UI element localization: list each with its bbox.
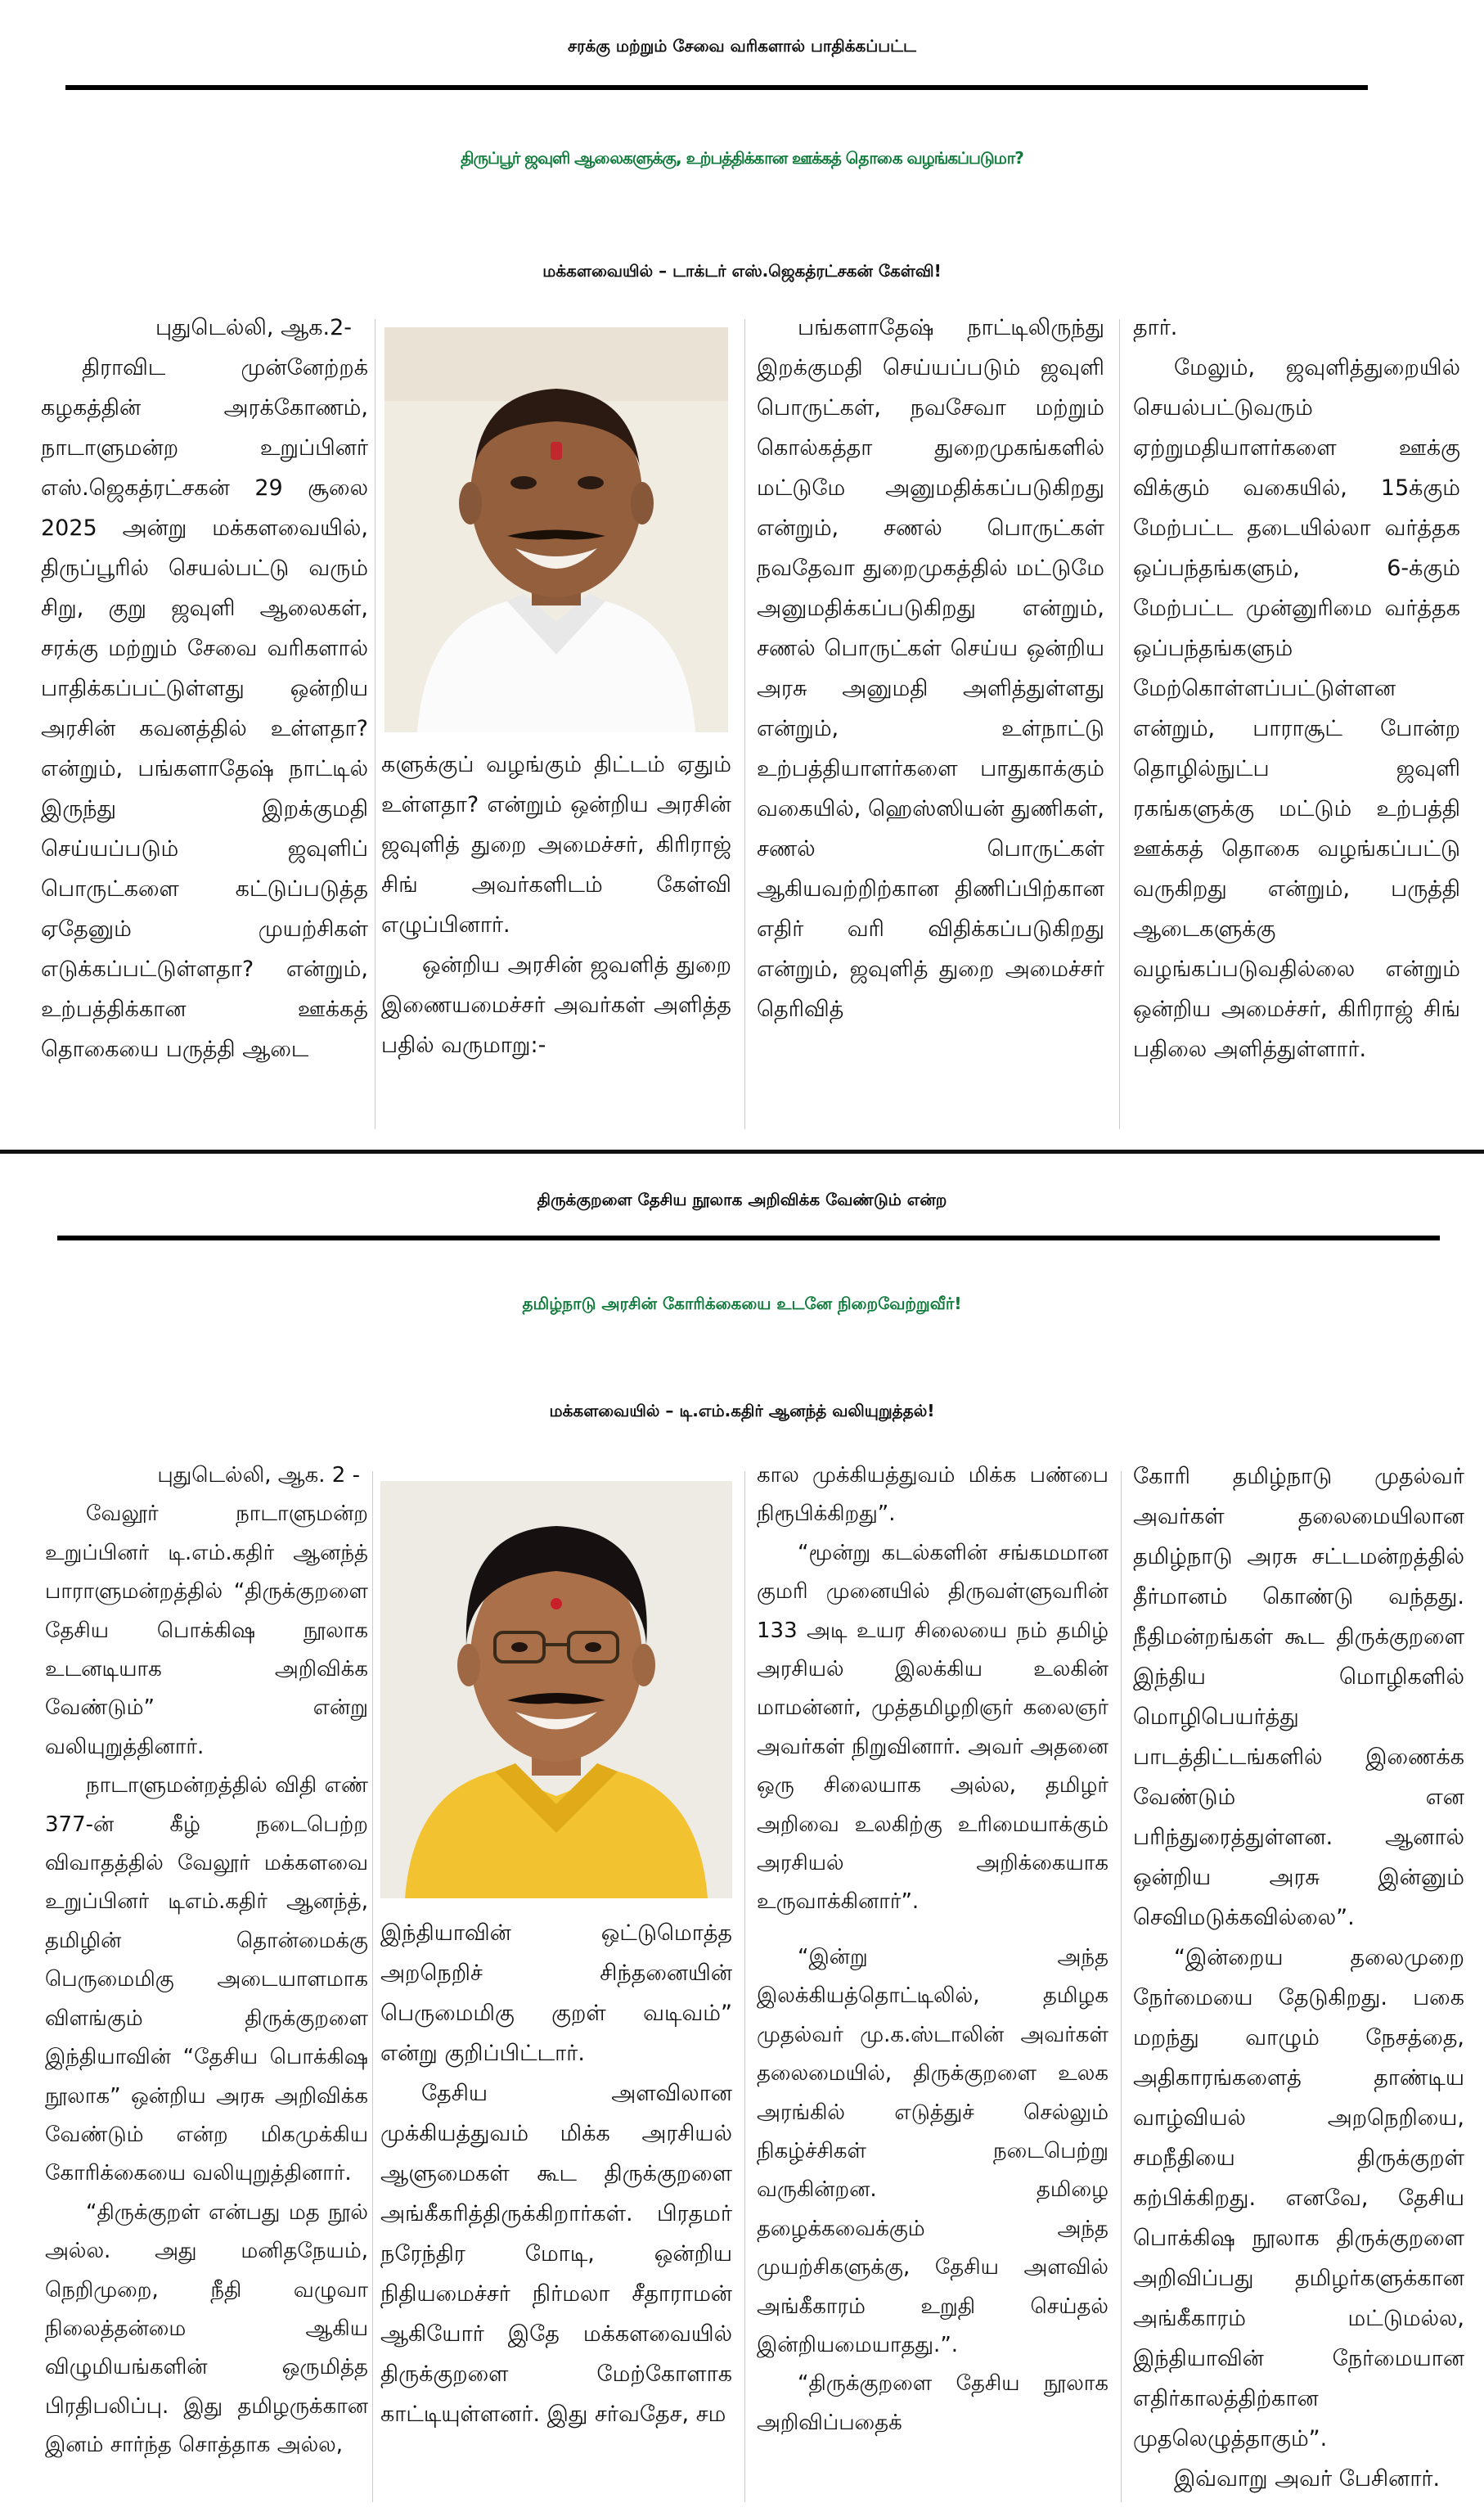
column-4 (1133, 1456, 1464, 2499)
paragraph: இந்தியாவின் ஒட்டுமொத்த அறநெறிச் சிந்தனையின் பெருமைமிகு குறள் வடிவம்” என்று குறிப்பிட்டார். (380, 1920, 732, 2066)
dateline: புதுடெல்லி, ஆக.2- (155, 315, 352, 340)
photo-kathir-anand (380, 1481, 732, 1898)
kicker: சரக்கு மற்றும் சேவை வரிகளால் பாதிக்கப்பட்ட (568, 36, 916, 56)
column-4 (1133, 308, 1460, 1069)
article-thirukkural (0, 1160, 1484, 2512)
paragraph: “திருக்குறள் என்பது மத நூல் அல்ல. அது மனிதநேயம், நெறிமுறை, நீதி வழுவா நிலைத்தன்மை ஆகிய விழுமியங்களின் ஒருமித்த பிரதிபலிப்பு. இது தமிழருக்கான இனம் சார்ந்த சொத்தாக அல்ல, (45, 2199, 368, 2458)
paragraph: தேசிய அளவிலான முக்கியத்துவம் மிக்க அரசியல் ஆளுமைகள் கூட திருக்குறளை அங்கீகரித்திருக்கிறார்கள். பிரதமர் நரேந்திர மோடி, ஒன்றிய நிதியமைச்சர் நிர்மலா சீதாராமன் ஆகியோர் இதே மக்களவையில் திருக்குறளை மேற்கோளாக காட்டியுள்ளனர். இது சர்வதேச, சம (380, 2081, 732, 2427)
kicker-underline (57, 1236, 1440, 1240)
paragraph: மேலும், ஜவுளித்துறையில் செயல்பட்டுவரும் ஏற்றுமதியாளர்களை ஊக்கு விக்கும் வகையில், 15க்கும் மேற்பட்ட தடையில்லா வர்த்தக ஒப்பந்தங்களும், 6-க்கும் மேற்பட்ட முன்னுரிமை வர்த்தக ஒப்பந்தங்களும் மேற்கொள்ளப்பட்டுள்ளன என்றும், பாராசூட் போன்ற தொழில்நுட்ப ஜவுளி ரகங்களுக்கு மட்டும் உற்பத்தி ஊக்கத் தொகை வழங்கப்பட்டு வருகிறது என்றும், பருத்தி ஆடைகளுக்கு வழங்கப்படுவதில்லை என்றும் ஒன்றிய அமைச்சர், கிரிராஜ் சிங் பதிலை அளித்துள்ளார். (1133, 355, 1460, 1062)
headline: திருப்பூர் ஜவுளி ஆலைகளுக்கு, உற்பத்திக்கான ஊக்கத் தொகை வழங்கப்படுமா? (461, 148, 1023, 168)
article-textile (0, 0, 1484, 1146)
column-rule (1119, 319, 1120, 1129)
dateline: புதுடெல்லி, ஆக. 2 - (157, 1463, 360, 1488)
paragraph: “திருக்குறளை தேசிய நூலாக அறிவிப்பதைக் (757, 2371, 1109, 2435)
column-1 (41, 308, 368, 1069)
headline: தமிழ்நாடு அரசின் கோரிக்கையை உடனே நிறைவேற்றுவீர்! (522, 1294, 962, 1313)
kicker: திருக்குறளை தேசிய நூலாக அறிவிக்க வேண்டும் என்ற (537, 1190, 947, 1209)
paragraph: இவ்வாறு அவர் பேசினார். (1174, 2466, 1441, 2492)
subhead: மக்களவையில் – டி.எம்.கதிர் ஆனந்த் வலியுறுத்தல்! (549, 1401, 935, 1420)
kicker-underline (65, 85, 1368, 90)
paragraph: திராவிட முன்னேற்றக் கழகத்தின் அரக்கோணம், நாடாளுமன்ற உறுப்பினர் எஸ்.ஜெகத்ரட்சகன் 29 சூலை 2025 அன்று மக்களவையில், திருப்பூரில் செயல்பட்டு வரும் சிறு, குறு ஜவுளி ஆலைகள், சரக்கு மற்றும் சேவை வரிகளால் பாதிக்கப்பட்டுள்ளது ஒன்றிய அரசின் கவனத்தில் உள்ளதா? என்றும், பங்களாதேஷ் நாட்டில் இருந்து இறக்குமதி செய்யப்படும் ஜவுளிப் பொருட்களை கட்டுப்படுத்த ஏதேனும் முயற்சிகள் எடுக்கப்பட்டுள்ளதா? என்றும், உற்பத்திக்கான ஊக்கத் தொகையை பருத்தி ஆடை (41, 355, 368, 1062)
photo-jagathrakshakan (384, 327, 728, 732)
paragraph: கால முக்கியத்துவம் மிக்க பண்பை நிரூபிக்கிறது”. (757, 1463, 1109, 1527)
paragraph: வேலூர் நாடாளுமன்ற உறுப்பினர் டி.எம்.கதிர் ஆனந்த் பாராளுமன்றத்தில் “திருக்குறளை தேசிய பொக்கிஷ நூலாக உடனடியாக அறிவிக்க வேண்டும்” என்று வலியுறுத்தினார். (45, 1501, 368, 1759)
column-rule (372, 1471, 373, 2502)
paragraph: தார். (1133, 315, 1178, 340)
paragraph: களுக்குப் வழங்கும் திட்டம் ஏதும் உள்ளதா? என்றும் ஒன்றிய அரசின் ஜவுளித் துறை அமைச்சர், கிரிராஜ் சிங் அவர்களிடம் கேள்வி எழுப்பினார். (381, 752, 731, 938)
column-2 (381, 745, 731, 1065)
column-2 (380, 1913, 732, 2434)
paragraph: கோரி தமிழ்நாடு முதல்வர் அவர்கள் தலைமையிலான தமிழ்நாடு அரசு சட்டமன்றத்தில் தீர்மானம் கொண்டு வந்தது. நீதிமன்றங்கள் கூட திருக்குறளை இந்திய மொழிகளில் மொழிபெயர்த்து பாடத்திட்டங்களில் இணைக்க வேண்டும் என பரிந்துரைத்துள்ளன. ஆனால் ஒன்றிய அரசு இன்னும் செவிமடுக்கவில்லை”. (1133, 1464, 1464, 1930)
paragraph: ஒன்றிய அரசின் ஜவளித் துறை இணையமைச்சர் அவர்கள் அளித்த பதில் வருமாறு:- (381, 952, 731, 1058)
portrait-photo (384, 327, 728, 732)
subhead: மக்களவையில் – டாக்டர் எஸ்.ஜெகத்ரட்சகன் கேள்வி! (542, 261, 942, 281)
column-rule (744, 319, 745, 1129)
paragraph: பங்களாதேஷ் நாட்டிலிருந்து இறக்குமதி செய்யப்படும் ஜவுளி பொருட்கள், நவசேவா மற்றும் கொல்கத்தா துறைமுகங்களில் மட்டுமே அனுமதிக்கப்படுகிறது என்றும், சணல் பொருட்கள் நவதேவா துறைமுகத்தில் மட்டுமே அனுமதிக்கப்படுகிறது என்றும், சணல் பொருட்கள் செய்ய ஒன்றிய அரசு அனுமதி அளித்துள்ளது என்றும், உள்நாட்டு உற்பத்தியாளர்களை பாதுகாக்கும் வகையில், ஹெஸ்ஸியன் துணிகள், சணல் பொருட்கள் ஆகியவற்றிற்கான திணிப்பிற்கான எதிர் வரி விதிக்கப்படுகிறது என்றும், ஜவுளித் துறை அமைச்சர் தெரிவித் (757, 315, 1104, 1022)
paragraph: “மூன்று கடல்களின் சங்கமமான குமரி முனையில் திருவள்ளுவரின் 133 அடி உயர சிலையை நம் தமிழ் அரசியல் இலக்கிய உலகின் மாமன்னர், முத்தமிழறிஞர் கலைஞர் அவர்கள் நிறுவினார். அவர் அதனை ஒரு சிலையாக அல்ல, தமிழர் அறிவை உலகிற்கு உரிமையாக்கும் அரசியல் அறிக்கையாக உருவாக்கினார்”. (757, 1540, 1109, 1915)
column-rule (744, 1471, 745, 2502)
portrait-photo (380, 1481, 732, 1898)
article-divider (0, 1150, 1484, 1154)
column-3 (757, 308, 1104, 1029)
paragraph: “இன்று அந்த இலக்கியத்தொட்டிலில், தமிழக முதல்வர் மு.க.ஸ்டாலின் அவர்கள் தலைமையில், திருக்குறளை உலக அரங்கில் எடுத்துச் செல்லும் நிகழ்ச்சிகள் நடைபெற்று வருகின்றன. தமிழை தழைக்கவைக்கும் அந்த முயற்சிகளுக்கு, தேசிய அளவில் அங்கீகாரம் உறுதி செய்தல் இன்றியமையாதது.”. (757, 1944, 1109, 2357)
column-rule (1121, 1471, 1122, 2502)
column-3 (757, 1456, 1109, 2442)
paragraph: “இன்றைய தலைமுறை நேர்மையை தேடுகிறது. பகை மறந்து வாழும் நேசத்தை, அதிகாரங்களைத் தாண்டிய வாழ்வியல் அறநெறியை, சமநீதியை திருக்குறள் கற்பிக்கிறது. எனவே, தேசிய பொக்கிஷ நூலாக திருக்குறளை அறிவிப்பது தமிழர்களுக்கான அங்கீகாரம் மட்டுமல்ல, இந்தியாவின் நேர்மையான எதிர்காலத்திற்கான முதலெழுத்தாகும்”. (1133, 1945, 1464, 2451)
column-1 (45, 1456, 368, 2465)
paragraph: நாடாளுமன்றத்தில் விதி எண் 377-ன் கீழ் நடைபெற்ற விவாதத்தில் வேலூர் மக்களவை உறுப்பினர் டிஎம்.கதிர் ஆனந்த், தமிழின் தொன்மைக்கு பெருமைமிகு அடையாளமாக விளங்கும் திருக்குறளை இந்தியாவின் “தேசிய பொக்கிஷ நூலாக” ஒன்றிய அரசு அறிவிக்க வேண்டும் என்ற மிகமுக்கிய கோரிக்கையை வலியுறுத்தினார். (45, 1773, 368, 2186)
